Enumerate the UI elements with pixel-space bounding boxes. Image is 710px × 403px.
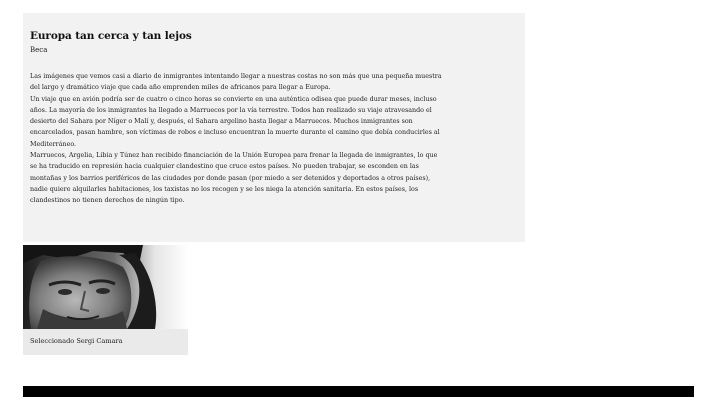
article-content [30, 30, 442, 207]
article-paragraph: Un viaje que en avión podría ser de cuatro o cinco horas se convierte en una auténtica odisea que puede durar meses, incluso años. La mayoría de los inmigrantes ha llegado a Marruecos por la vía terrestre. Todos han realizado su viaje atravesando el desierto del Sahara por Níger o Malí y, después, el Sahara argelino hasta llegar a Marruecos. Muchos inmigrantes son encarcelados, pasan hambre, son víctimas de robos e incluso encuentran la muerte durante el camino que debía conducirles al Mediterráneo. [30, 95, 440, 148]
article-paragraph: Las imágenes que vemos casi a diario de inmigrantes intentando llegar a nuestras costas no son más que una pequeña muestra del largo y dramático viaje que cada año emprenden miles de africanos para llegar a Europa. [30, 73, 442, 92]
portrait-photo [23, 245, 188, 329]
article-subtitle: Beca [30, 46, 48, 54]
article-paragraph: Marruecos, Argelia, Libia y Túnez han recibido financiación de la Unión Europea para frenar la llegada de inmigrantes, lo que se ha traducido en represión hacia cualquier clandestino que cruce estos países. No pueden trabajar, se esconden en las montañas y los barrios periféricos de las ciudades por donde pasan (por miedo a ser detenidos y deportados a otros países), nadie quiere alquilarles habitaciones, los taxistas no los recogen y se les niega la atención sanitaria. En estos países, los clandestinos no tienen derechos de ningún tipo. [30, 152, 438, 205]
photo-card[interactable] [23, 245, 188, 355]
article-panel [23, 13, 525, 242]
article-body [30, 71, 442, 207]
article-title: Europa tan cerca y tan lejos [30, 30, 192, 42]
footer-bar [23, 386, 694, 397]
photo-caption: Seleccionado Sergi Camara [30, 337, 123, 345]
